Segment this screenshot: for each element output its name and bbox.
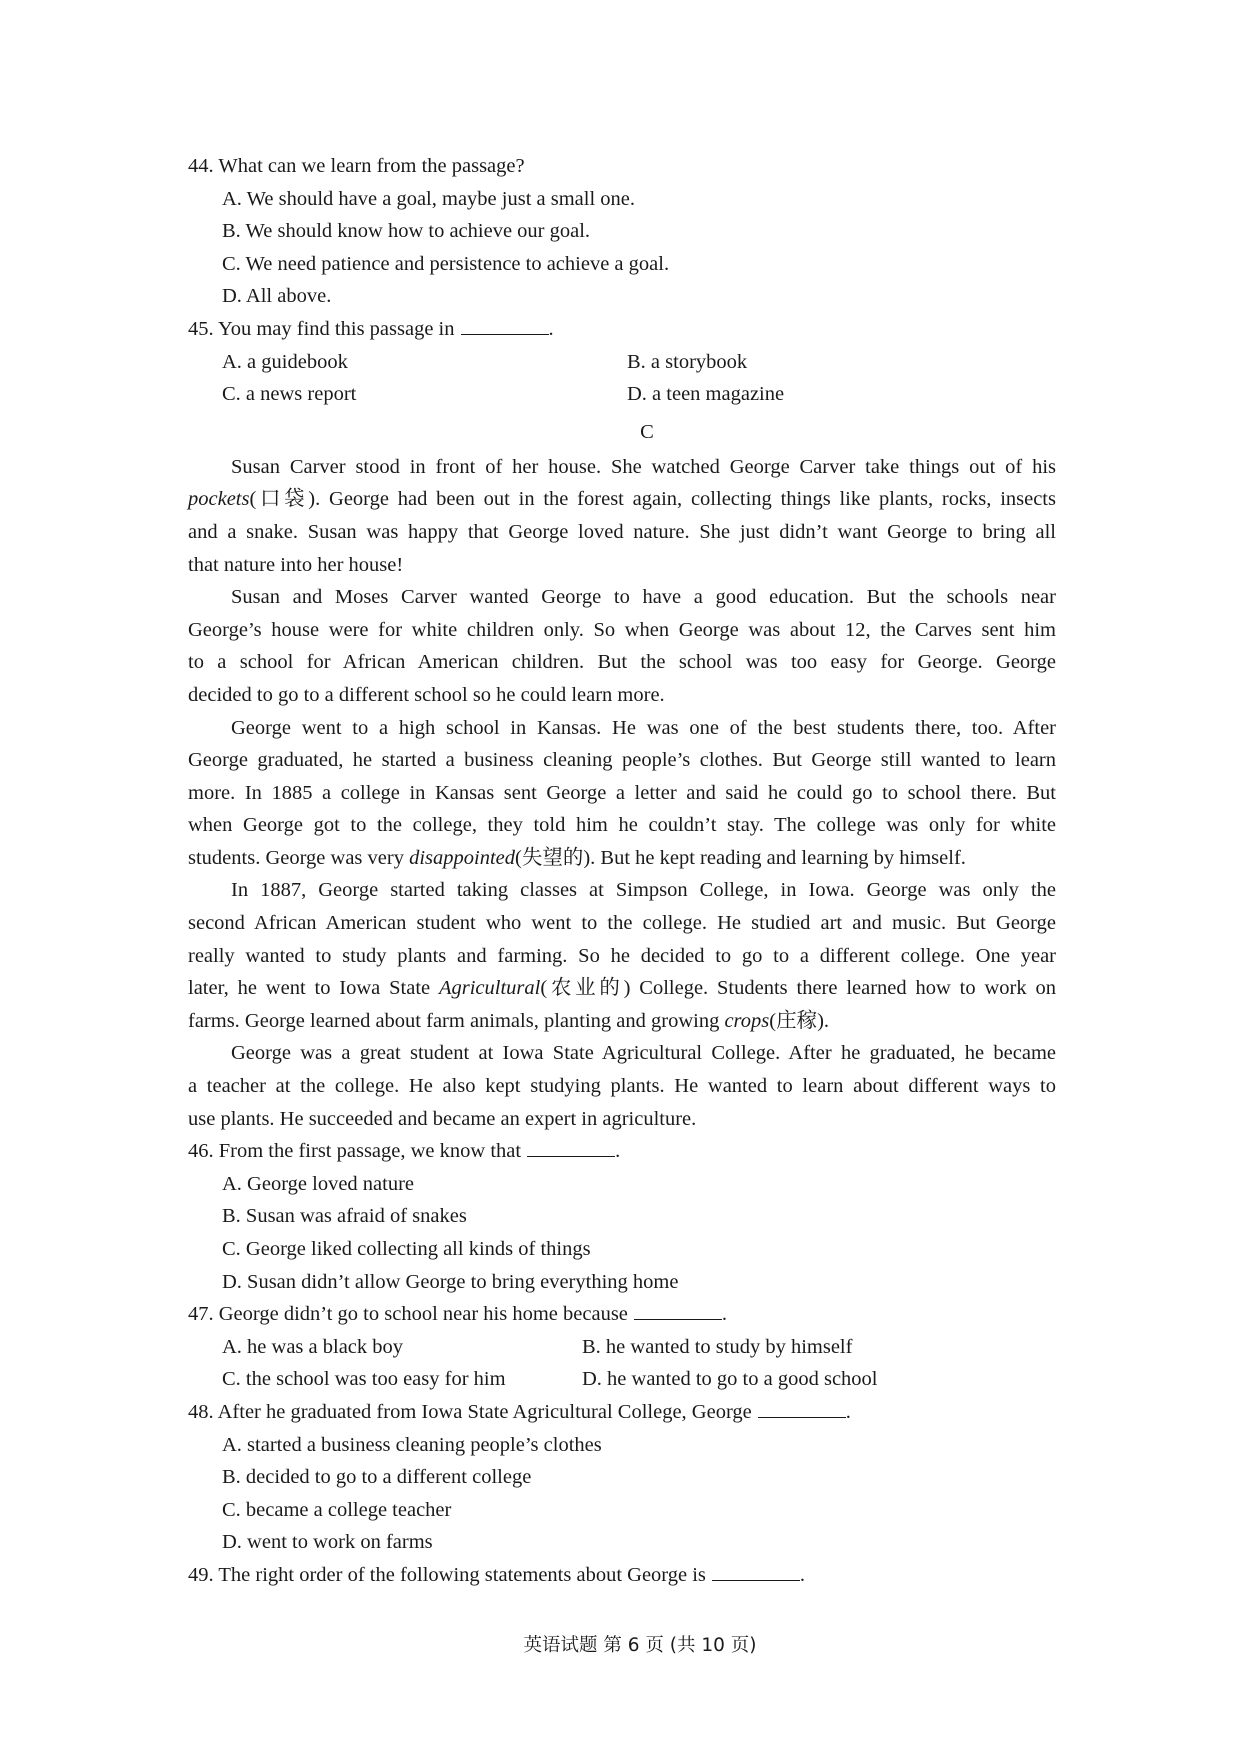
glossed-word: crops — [724, 1009, 770, 1032]
passage-paragraph-5 — [188, 1037, 1056, 1135]
passage-paragraph-4 — [188, 874, 1056, 1037]
passage-text: later, he went to Iowa State — [188, 977, 439, 1000]
passage-line: that nature into her house! — [188, 553, 404, 576]
answer-blank — [461, 314, 549, 335]
answer-blank — [634, 1299, 722, 1320]
passage-line: George graduated, he started a business cleaning people’s clothes. But George still wanted to learn — [188, 749, 1056, 772]
passage-line: a teacher at the college. He also kept studying plants. He wanted to learn about different ways to — [188, 1075, 1056, 1098]
passage-line: George went to a high school in Kansas. He was one of the best students there, too. After — [231, 716, 1056, 739]
passage-line — [188, 842, 1056, 875]
question-44-option-c: C. We need patience and persistence to achieve a goal. — [222, 252, 670, 275]
passage-line: and a snake. Susan was happy that George loved nature. She just didn’t want George to bring all — [188, 520, 1056, 543]
passage-line — [188, 1005, 1056, 1038]
question-45-options-row-1 — [188, 346, 1056, 379]
question-47-option-c: C. the school was too easy for him — [222, 1368, 506, 1391]
question-45-option-b: B. a storybook — [627, 350, 748, 373]
passage-text: (农业的) College. Students there learned how to work on — [540, 977, 1056, 1000]
question-47-period: . — [721, 1303, 728, 1326]
passage-line: really wanted to study plants and farming. So he decided to go to a different college. One year — [188, 944, 1056, 967]
passage-paragraph-2 — [188, 581, 1056, 711]
question-46-period: . — [615, 1140, 621, 1163]
question-48-option-a: A. started a business cleaning people’s clothes — [222, 1433, 602, 1456]
question-45-period: . — [548, 317, 554, 340]
question-46-option-b: B. Susan was afraid of snakes — [222, 1205, 467, 1228]
passage-line: to a school for African American children. But the school was too easy for George. George — [188, 651, 1056, 674]
question-45-option-c: C. a news report — [222, 383, 357, 406]
question-48-period: . — [845, 1400, 851, 1423]
question-46-stem: 46. From the first passage, we know that — [188, 1140, 522, 1163]
question-44-stem: 44. What can we learn from the passage? — [188, 155, 525, 177]
question-48 — [188, 1396, 1056, 1429]
passage-line: George was a great student at Iowa State Agricultural College. After he graduated, he became — [231, 1042, 1056, 1065]
passage-line: George’s house were for white children only. So when George was about 12, the Carves sent him — [188, 618, 1056, 641]
question-46-option-d: D. Susan didn’t allow George to bring everything home — [222, 1270, 679, 1293]
question-48-option-d: D. went to work on farms — [222, 1531, 433, 1554]
passage-line — [188, 483, 1056, 516]
question-45-stem: 45. You may find this passage in — [188, 317, 455, 340]
question-45-option-d: D. a teen magazine — [627, 383, 785, 406]
question-46-option-c: C. George liked collecting all kinds of things — [222, 1238, 591, 1260]
question-47-options-row-1 — [188, 1331, 1056, 1364]
passage-text: (庄稼). — [769, 1009, 830, 1032]
passage-text: (口袋). George had been out in the forest again, collecting things like plants, rocks, insects — [249, 488, 1056, 511]
passage-line: decided to go to a different school so he could learn more. — [188, 683, 665, 706]
question-49 — [188, 1559, 1056, 1592]
passage-paragraph-1 — [188, 451, 1056, 581]
question-45-option-a: A. a guidebook — [222, 350, 348, 373]
question-49-period: . — [799, 1563, 806, 1586]
question-47-options-row-2 — [188, 1363, 1056, 1396]
passage-text: students. George was very — [188, 846, 410, 869]
question-45 — [188, 313, 1056, 346]
passage-text: (失望的). But he kept reading and learning by himself. — [515, 846, 966, 869]
question-48-option-b: B. decided to go to a different college — [222, 1466, 532, 1489]
question-44-option-b: B. We should know how to achieve our goal. — [222, 220, 591, 243]
glossed-word: Agricultural — [438, 977, 541, 1000]
question-44-option-a: A. We should have a goal, maybe just a small one. — [222, 187, 636, 210]
question-47-option-a: A. he was a black boy — [222, 1335, 404, 1358]
glossed-word: disappointed — [409, 846, 516, 869]
glossed-word: pockets — [188, 488, 250, 511]
question-47 — [188, 1298, 1056, 1331]
passage-paragraph-3 — [188, 712, 1056, 875]
question-47-option-b: B. he wanted to study by himself — [582, 1335, 853, 1358]
passage-line — [188, 972, 1056, 1005]
passage-text: farms. George learned about farm animals, planting and growing — [188, 1009, 725, 1032]
answer-blank — [712, 1560, 800, 1581]
answer-blank — [758, 1397, 846, 1418]
passage-line: In 1887, George started taking classes at Simpson College, in Iowa. George was only the — [231, 879, 1056, 902]
passage-line: Susan Carver stood in front of her house. She watched George Carver take things out of his — [231, 455, 1056, 478]
question-47-stem: 47. George didn’t go to school near his home because — [188, 1303, 628, 1326]
passage-line: when George got to the college, they told him he couldn’t stay. The college was only for white — [188, 814, 1056, 837]
passage-line: use plants. He succeeded and became an expert in agriculture. — [188, 1107, 697, 1130]
page-content — [188, 150, 1056, 1592]
question-46 — [188, 1135, 1056, 1168]
question-46-option-a: A. George loved nature — [222, 1172, 415, 1195]
question-45-options-row-2 — [188, 378, 1056, 411]
question-48-option-c: C. became a college teacher — [222, 1498, 452, 1521]
answer-blank — [527, 1136, 615, 1157]
question-48-stem: 48. After he graduated from Iowa State Agricultural College, George — [188, 1400, 752, 1423]
passage-line: Susan and Moses Carver wanted George to have a good education. But the schools near — [231, 586, 1056, 609]
passage-line: second African American student who went to the college. He studied art and music. But George — [188, 912, 1056, 935]
page-footer: 英语试题 第 6 页 (共 10 页) — [523, 1635, 757, 1656]
question-44-option-d: D. All above. — [222, 285, 332, 308]
passage-line: more. In 1885 a college in Kansas sent George a letter and said he could go to school there. But — [188, 781, 1056, 804]
question-49-stem: 49. The right order of the following statements about George is — [188, 1563, 706, 1586]
question-47-option-d: D. he wanted to go to a good school — [582, 1368, 878, 1391]
section-heading: C — [640, 420, 654, 443]
